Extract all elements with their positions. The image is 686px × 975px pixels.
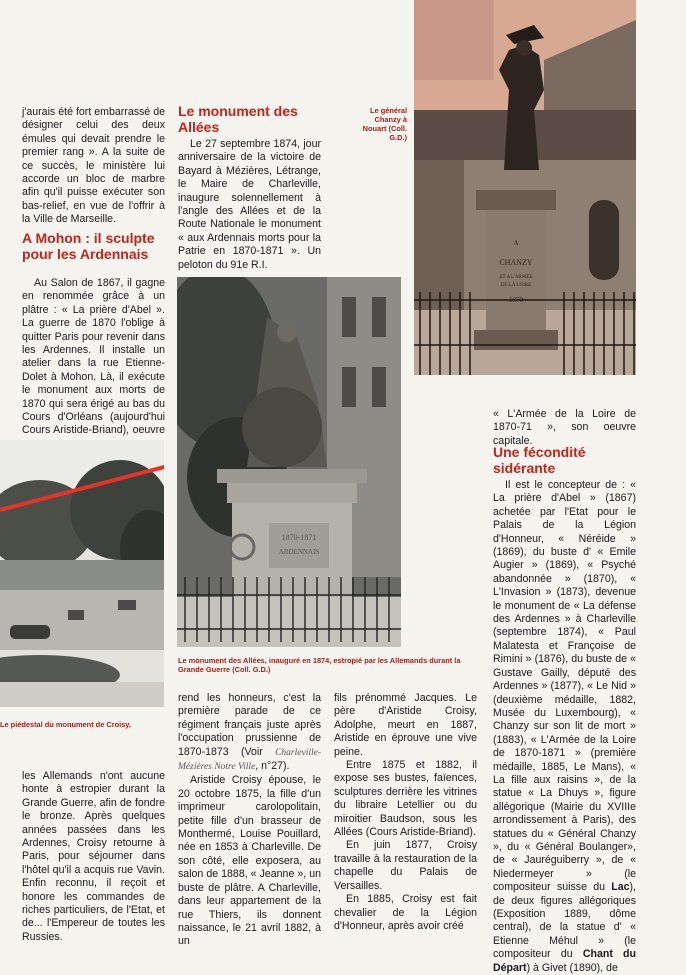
lac-title: Lac [611, 881, 630, 894]
col3-text-4: En 1885, Croisy est fait chevalier de la Légion d'Honneur, après avoir créé [334, 893, 477, 932]
chanzy-inscription-5: 1870 [509, 296, 523, 304]
intro-paragraph [22, 106, 165, 227]
col1-bottom-text: les Allemands n'ont aucune honte à estropier durant la Grande Guerre, afin de fondre le bronze. Après quelques années passées dans les Ardennes, Croisy retourne à Paris, pour séjourner dans l'hôtel qu'il a acquis rue Vavin. Enfin reconnu, il reçoit et honore les commandes de riches particuliers, de l'Etat, et de... l'Empereur de toutes les Russies. [22, 770, 165, 943]
chanzy-caption: Le général Chanzy à Nouart (Coll. G.D.) [362, 106, 407, 142]
col2-bottom-paragraph [178, 692, 321, 949]
monument-photo [177, 277, 401, 647]
fecondite-heading: Une fécondité sidérante [493, 444, 586, 476]
chanzy-inscription-2: CHANZY [499, 258, 533, 267]
col3-text-1: fils prénommé Jacques. Le père d'Aristide Croisy, Adolphe, meurt en 1887, Aristide en éprouve une vive peine. [334, 692, 477, 758]
allees-text: Le 27 septembre 1874, jour anniversaire de la victoire de Bayard à Mézières, Létrange, le Maire de Charleville, inaugure solennellement à l'angle des Allées et de la Route Nationale le monument « aux Ardennais morts pour la Patrie en 1870-1871 ». Un peloton du 91e R.I. [178, 138, 321, 271]
chant-du-depart-title: Chant du Départ [493, 948, 636, 974]
fecondite-text: Il est le concepteur de : « La prière d'Abel » (1867) achetée par l'Etat pour le Palais de la Légion d'Honneur, « Néréide » (1869), du buste d' « Emile Augier » (1869), « Psyché abandonnée » (1870), « L'Invasion » (1873), devenue le monument de « La défense des Ardennes » à Charleville (septembre 1874), « Paul Malatesta et Françoise de Rimini » (1876), du buste de « Gustave Gailly, député des Ardennes » (1877), « Le Nid » (deuxième médaille, 1882, Musée du Luxembourg), « Chanzy sur son lit de mort » (1883), « L'Armée de la Loire de 1870-1871 » (première médaille, 1885, Le Mans), « La fille aux raisins », de la statue « La Dhuys », figure allégorique (Mairie du XVIIIe arrondissement à Paris), des statues du « Général Chanzy », du « Général Boulanger», de « Jauréguiberry », de « Niedermeyer » (le compositeur suisse du Lac), de deux figures allégoriques (Exposition 1889, dôme central), de la statue d' « Etienne Méhul » (le compositeur du Chant du Départ) à Givet (1890), de [493, 479, 636, 974]
chanzy-inscription-1: A [513, 239, 519, 247]
intro-text: j'aurais été fort embarrassé de désigner celui des deux émules qui devait prendre le premier rang ». A la suite de ce succès, le ministère lui accorde un bloc de marbre afin qu'il puisse exécuter son bas-relief, en vue de l'offrir à la Ville de Marseille. [22, 106, 165, 226]
mohon-heading: A Mohon : il sculpte pour les Ardennais [22, 230, 155, 262]
allees-heading: Le monument des Allées [178, 103, 298, 135]
col4-top-text: « L'Armée de la Loire de 1870-71 », son oeuvre capitale. [493, 408, 636, 447]
allees-paragraph [178, 138, 321, 272]
col3-paragraph [334, 692, 477, 933]
col2-bottom-text-2: Aristide Croisy épouse, le 20 octobre 1875, la fille d'un imprimeur carolopolitain, petite fille d'un brasseur de Monthermé, Louise Pouillard, née en 1853 à Charleville. De son côté, elle exposera, au salon de 1888, « Jeanne », un buste de plâtre. A Charleville, dans leur appartement de la rue Thiers, ils donnent naissance, le 21 avril 1882, à un [178, 774, 321, 948]
fecondite-paragraph [493, 479, 636, 975]
col4-top-paragraph [493, 408, 636, 448]
col1-bottom-paragraph [22, 770, 165, 944]
monument-inscription-2: ARDENNAIS [278, 548, 320, 556]
street-photo [0, 440, 164, 707]
col3-text-3: En juin 1877, Croisy travaille à la restauration de la chapelle du Palais de Versailles. [334, 839, 477, 892]
mohon-text: Au Salon de 1867, il gagne en renommée grâce à un plâtre : « La prière d'Abel ». La guerre de 1870 l'oblige à quitter Paris pour revenir dans les Ardennes. Il installe un atelier dans la rue Etienne-Dolet à Mohon. Là, il exécute le monument aux morts de 1870 qui sera érigé au bas du Cours d'Orléans (aujourd'hui Cours Aristide-Briand), oeuvre [22, 277, 165, 437]
monument-inscription-1: 1870-1871 [281, 533, 317, 542]
mohon-paragraph [22, 277, 165, 451]
monument-photo-caption: Le monument des Allées, inauguré en 1874, estropié par les Allemands durant la Grande Guerre (Coll. G.D.) [178, 656, 461, 674]
col3-text-2: Entre 1875 et 1882, il expose ses bustes, faïences, sculptures derrière les vitrines du libraire Letellier ou du miroitier Baudson, sous les Allées (Cours Aristide-Briand). [334, 759, 477, 839]
chanzy-photo [414, 0, 636, 375]
chanzy-inscription-4: DE LA LOIRE [500, 283, 532, 288]
croisy-caption: Le piédestal du monument de Croisy, [0, 720, 131, 729]
col2-bottom-text-1: rend les honneurs, c'est la première parade de ce régiment français juste après l'occupation prussienne de 1870-1873 (Voir Charleville-Mézières Notre Ville, n°27). [178, 692, 321, 773]
magazine-reference: Charleville-Mézières Notre Ville [178, 747, 321, 773]
chanzy-inscription-3: ET A L'ARMEE [499, 275, 533, 280]
